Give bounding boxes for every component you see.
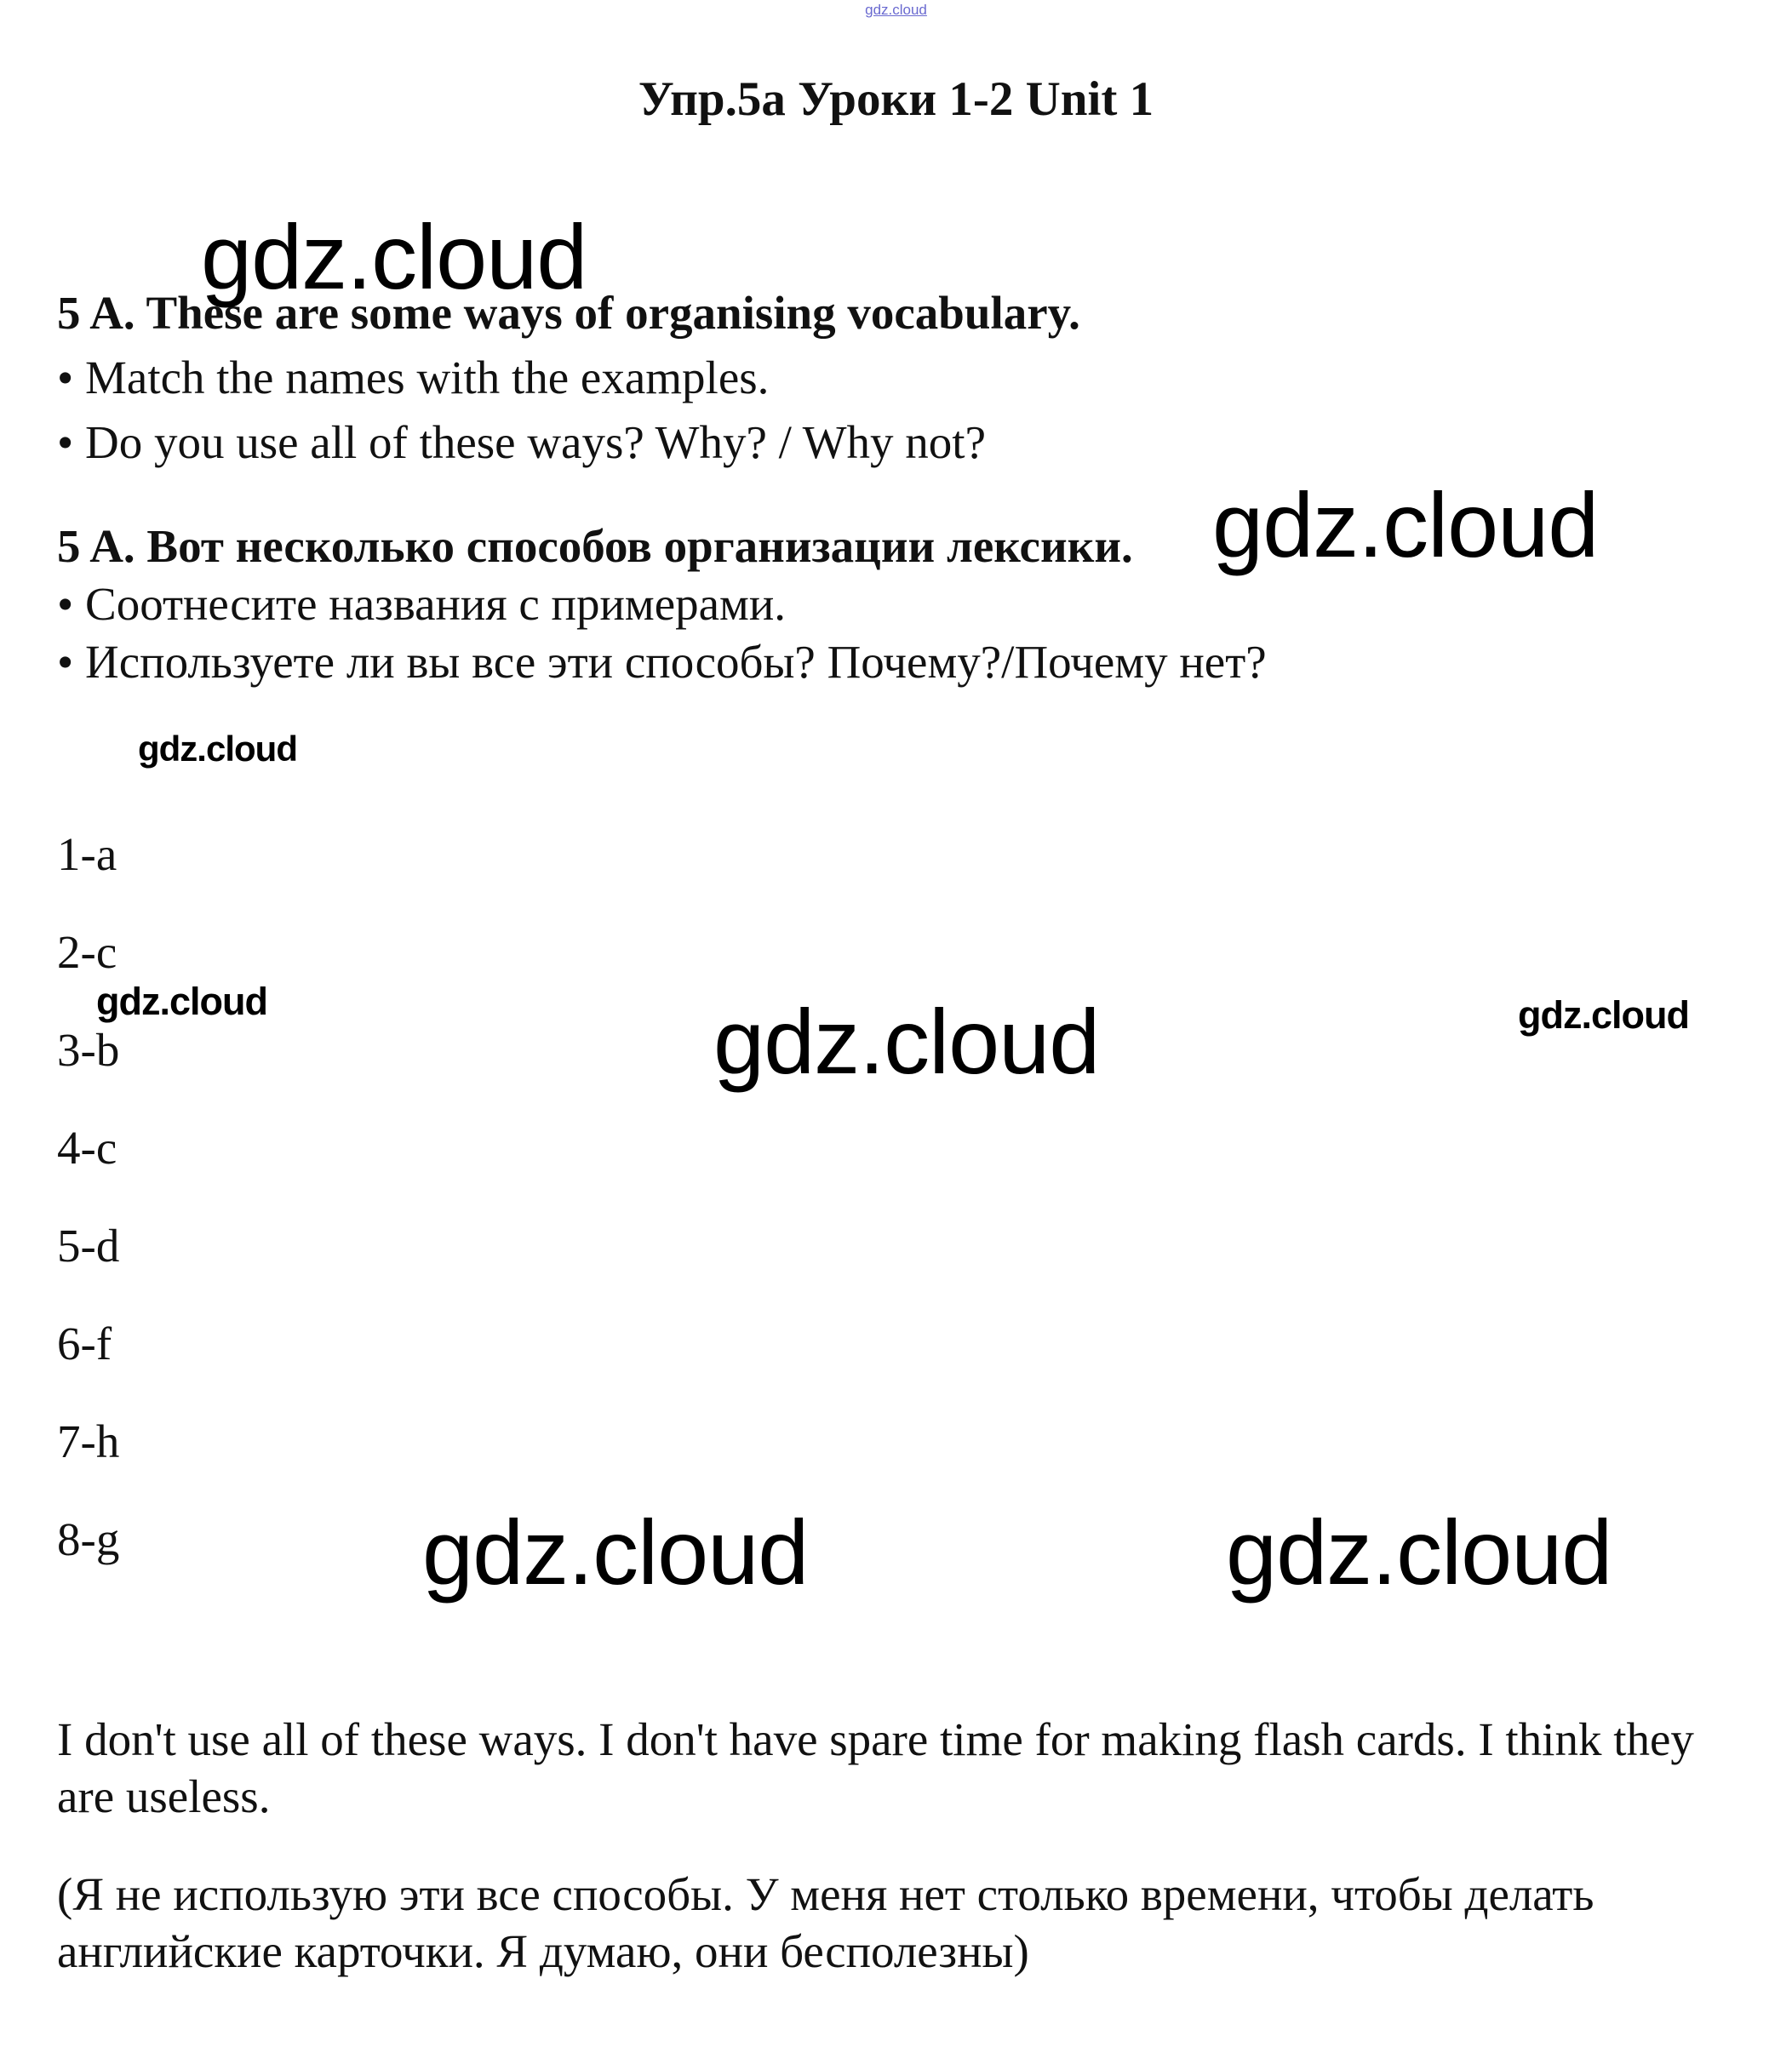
- page-title: Упр.5а Уроки 1-2 Unit 1: [638, 72, 1154, 126]
- answer-item: 1-a: [57, 828, 117, 880]
- watermark-text: gdz.cloud: [201, 205, 587, 308]
- watermark-text: gdz.cloud: [713, 990, 1100, 1093]
- watermark-text: gdz.cloud: [1226, 1501, 1612, 1604]
- response-english: I don't use all of these ways. I don't have spare time for making flash cards. I think they are useless.: [57, 1713, 1694, 1822]
- watermark-text: gdz.cloud: [138, 729, 297, 769]
- watermark-text: gdz.cloud: [1518, 993, 1689, 1037]
- watermark-text: gdz.cloud: [422, 1501, 809, 1604]
- answer-item: 4-c: [57, 1122, 117, 1174]
- task-ru-line-1: • Соотнесите названия с примерами.: [57, 578, 787, 630]
- source-link[interactable]: gdz.cloud: [865, 2, 927, 18]
- task-ru-line-2: • Используете ли вы все эти способы? Почему?/Почему нет?: [57, 636, 1267, 688]
- response-russian: (Я не использую эти все способы. У меня нет столько времени, чтобы делать английские карточки. Я думаю, они бесполезны): [57, 1868, 1594, 1977]
- answer-item: 2-c: [57, 926, 117, 978]
- answer-item: 6-f: [57, 1318, 112, 1369]
- answer-item: 5-d: [57, 1220, 120, 1272]
- answer-item: 8-g: [57, 1513, 120, 1565]
- watermark-text: gdz.cloud: [1212, 473, 1599, 576]
- answer-item: 3-b: [57, 1024, 120, 1076]
- task-en-heading: 5 A. These are some ways of organising vocabulary.: [57, 287, 1080, 339]
- task-en-line-1: • Match the names with the examples.: [57, 352, 770, 403]
- task-en-line-2: • Do you use all of these ways? Why? / Why not?: [57, 416, 987, 468]
- watermark-text: gdz.cloud: [96, 980, 267, 1023]
- answer-item: 7-h: [57, 1415, 120, 1467]
- task-ru-heading: 5 A. Вот несколько способов организации лексики.: [57, 520, 1133, 572]
